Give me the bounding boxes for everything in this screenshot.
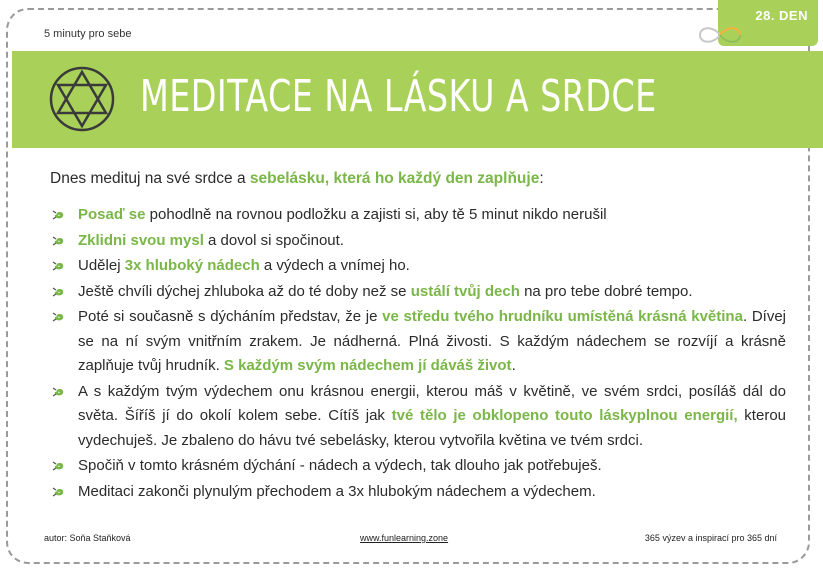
list-item bbox=[50, 380, 786, 454]
page-title: MEDITACE NA LÁSKU A SRDCE bbox=[140, 71, 657, 122]
hexagram-circle-icon bbox=[46, 63, 118, 135]
footer-website-link[interactable]: www.funlearning.zone bbox=[360, 533, 449, 543]
day-label: 28. DEN bbox=[755, 8, 808, 23]
body-text: na pro tebe dobré tempo. bbox=[519, 282, 693, 300]
highlight-text: 3x hluboký nádech bbox=[124, 257, 260, 274]
body-text: kterou vydechuješ. Je zbaleno do hávu tvé sebelásky, kterou vytvořila květina ve tvém srdci. bbox=[78, 407, 787, 449]
highlight-text: S každým svým nádechem jí dáváš život bbox=[223, 357, 512, 374]
footer-author: autor: Soňa Staňková bbox=[44, 533, 131, 543]
highlight-text: ustálí tvůj dech bbox=[410, 282, 520, 300]
intro-suffix: : bbox=[539, 170, 544, 187]
list-item bbox=[50, 280, 786, 305]
body-text: . Dívej se na ní svým vnitřním zrakem. Je nádherná. Plná živosti. S každým nádechem se rozvíjí a krásně zaplňuje tvůj hrudník. bbox=[78, 308, 786, 374]
spiral-bullet-icon bbox=[50, 308, 68, 326]
list-item bbox=[50, 480, 786, 505]
highlight-text: ve středu tvého hrudníku umístěná krásná květina bbox=[382, 308, 743, 325]
spiral-bullet-icon bbox=[50, 283, 68, 301]
list-item bbox=[50, 305, 786, 379]
title-banner bbox=[12, 51, 823, 148]
body-text: A s každým tvým výdechem onu krásnou energii, kterou máš v květině, ve svém srdci, posíláš dál do světa. Šíříš jí do okolí kolem sebe. Cítíš jak bbox=[78, 382, 786, 424]
body-text: Spočiň v tomto krásném dýchání - nádech a výdech, tak dlouho jak potřebuješ. bbox=[78, 457, 602, 474]
list-item bbox=[50, 203, 786, 228]
list-item bbox=[50, 254, 786, 279]
body-text: Ještě chvíli dýchej zhluboka až do té doby než se bbox=[78, 282, 411, 300]
highlight-text: tvé tělo je obklopeno touto láskyplnou energií, bbox=[391, 407, 738, 424]
intro-prefix: Dnes medituj na své srdce a bbox=[50, 170, 250, 187]
body-text: Udělej bbox=[78, 257, 125, 274]
body-text: a výdech a vnímej ho. bbox=[259, 257, 410, 274]
highlight-text: Posaď se bbox=[78, 206, 146, 223]
highlight-text: Zklidni svou mysl bbox=[78, 231, 204, 249]
body-text: Meditaci zakonči plynulým přechodem a 3x hlubokým nádechem a výdechem. bbox=[78, 482, 596, 500]
list-item bbox=[50, 454, 786, 479]
footer-tagline: 365 výzev a inspirací pro 365 dní bbox=[644, 533, 777, 543]
intro-text bbox=[50, 170, 544, 188]
instruction-list bbox=[50, 203, 786, 505]
spiral-bullet-icon bbox=[50, 383, 68, 401]
spiral-bullet-icon bbox=[50, 457, 68, 475]
spiral-bullet-icon bbox=[50, 206, 68, 224]
body-text: . bbox=[511, 357, 516, 374]
body-text: pohodlně na rovnou podložku a zajisti si, aby tě 5 minut nikdo nerušil bbox=[145, 206, 607, 223]
spiral-bullet-icon bbox=[50, 257, 68, 275]
subtitle: 5 minuty pro sebe bbox=[44, 28, 132, 40]
infinity-logo-icon bbox=[694, 22, 746, 48]
intro-highlight: sebelásku, která ho každý den zaplňuje bbox=[249, 170, 540, 187]
body-text: a dovol si spočinout. bbox=[203, 231, 344, 249]
spiral-bullet-icon bbox=[50, 232, 68, 250]
spiral-bullet-icon bbox=[50, 483, 68, 501]
list-item bbox=[50, 229, 786, 254]
body-text: Poté si současně s dýcháním představ, že je bbox=[78, 308, 383, 325]
